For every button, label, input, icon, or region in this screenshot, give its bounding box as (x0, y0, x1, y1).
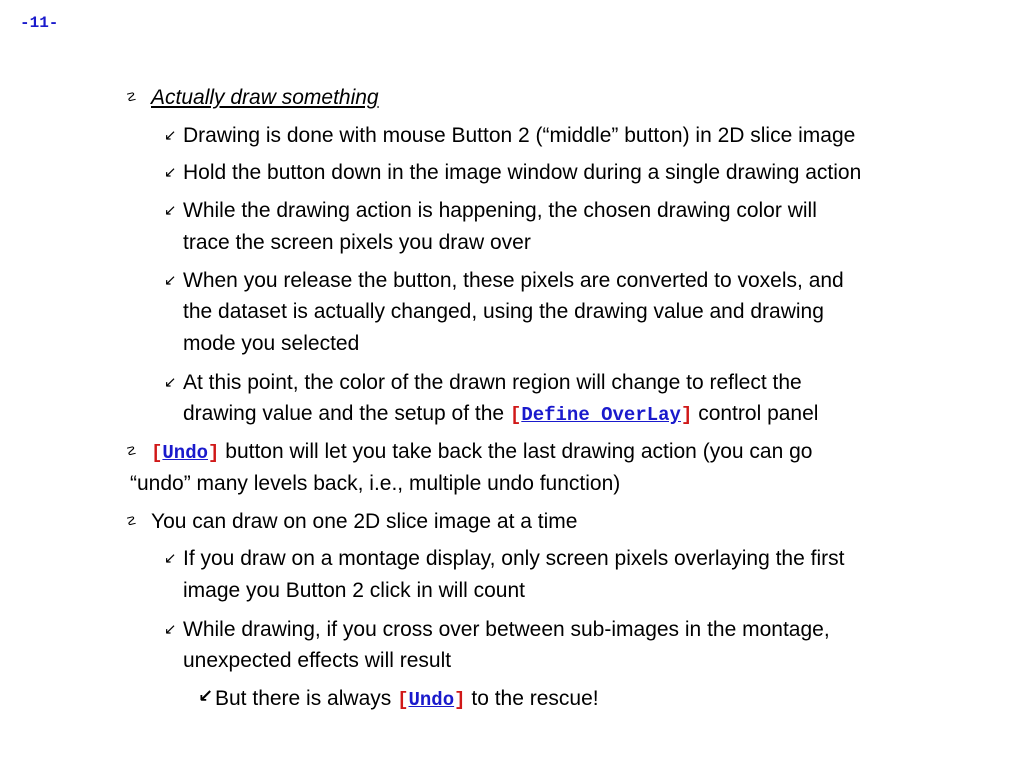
bullet-undo-line2: “undo” many levels back, i.e., multiple undo function) (130, 472, 621, 495)
bullet-marker-icon: ☡ (126, 514, 137, 528)
page-number: -11- (20, 14, 59, 32)
control-panel-text: control panel (698, 402, 819, 425)
define-overlay-command[interactable]: [Define OverLay] (509, 404, 693, 426)
sub-bullet-release-line3: mode you selected (183, 332, 360, 355)
rescue-text-post: to the rescue! (471, 687, 599, 710)
undo-command-rescue[interactable]: [Undo] (397, 689, 466, 711)
bullet-marker-icon: ☡ (126, 444, 137, 458)
sub-bullet-marker-icon: ↙ (164, 201, 177, 219)
sub-bullet-color-change-line1: At this point, the color of the drawn region will change to reflect the (183, 371, 802, 394)
sub-bullet-marker-icon: ↙ (164, 163, 177, 181)
sub-bullet-cross-over-line2: unexpected effects will result (183, 649, 452, 672)
sub-bullet-montage-line1: If you draw on a montage display, only screen pixels overlaying the first (183, 547, 845, 570)
rescue-text-pre: But there is always (215, 687, 392, 710)
undo-command[interactable]: [Undo] (151, 442, 220, 464)
undo-link-rescue[interactable]: Undo (408, 689, 455, 711)
sub-bullet-marker-icon: ↙ (164, 373, 177, 391)
undo-description: button will let you take back the last drawing action (you can go (225, 440, 813, 463)
bullet-undo-line1 (151, 436, 812, 469)
sub-bullet-release-line2: the dataset is actually changed, using the drawing value and drawing (183, 300, 824, 323)
sub-bullet-release-line1: When you release the button, these pixels are converted to voxels, and (183, 269, 844, 292)
sub-bullet-marker-icon: ↙ (164, 620, 177, 638)
sub-bullet-button2: Drawing is done with mouse Button 2 (“middle” button) in 2D slice image (183, 124, 856, 147)
bullet-marker-icon: ☡ (126, 90, 137, 104)
sub-bullet-color-change-line2 (183, 398, 818, 431)
sub-bullet-drawing-action-line2: trace the screen pixels you draw over (183, 231, 531, 254)
sub-sub-bullet-rescue (215, 683, 599, 716)
bullet-actually-draw: Actually draw something (151, 86, 379, 109)
define-overlay-link[interactable]: Define OverLay (521, 404, 681, 426)
sub-bullet-montage-line2: image you Button 2 click in will count (183, 579, 525, 602)
color-change-text: drawing value and the setup of the (183, 402, 505, 425)
sub-bullet-hold-button: Hold the button down in the image window during a single drawing action (183, 161, 862, 184)
undo-link[interactable]: Undo (162, 442, 209, 464)
sub-bullet-drawing-action-line1: While the drawing action is happening, the chosen drawing color will (183, 199, 817, 222)
sub-bullet-marker-icon: ↙ (164, 126, 177, 144)
bullet-one-slice: You can draw on one 2D slice image at a time (151, 510, 578, 533)
sub-bullet-marker-icon: ↙ (164, 271, 177, 289)
sub-bullet-marker-icon: ↙ (164, 549, 177, 567)
sub-sub-bullet-marker-icon: ↙ (198, 686, 214, 707)
sub-bullet-cross-over-line1: While drawing, if you cross over between sub-images in the montage, (183, 618, 830, 641)
